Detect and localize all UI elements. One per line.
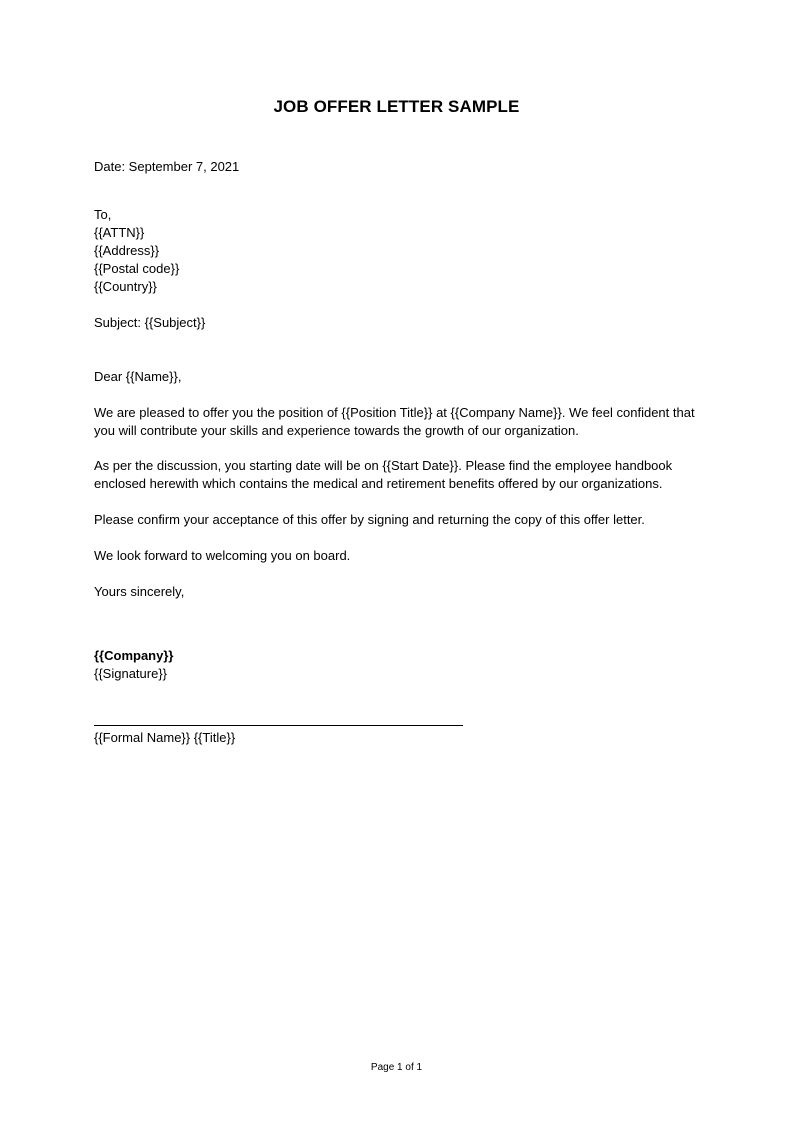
subject-line: Subject: {{Subject}} [94, 315, 206, 330]
recipient-attn: {{ATTN}} [94, 225, 145, 240]
page-footer: Page 1 of 1 [370, 1062, 423, 1073]
greeting: Dear {{Name}}, [94, 369, 182, 384]
recipient-country: {{Country}} [94, 279, 157, 294]
recipient-postal-code: {{Postal code}} [94, 261, 180, 276]
closing: Yours sincerely, [94, 584, 185, 599]
body-paragraph-1: We are pleased to offer you the position of {{Position Title}} at {{Company Name}}. We feel confident that you will contribute your skills and experience towards the growth of our organization. [94, 405, 695, 438]
recipient-address: {{Address}} [94, 243, 160, 258]
date-line: Date: September 7, 2021 [94, 159, 240, 174]
signatory-name-title: {{Formal Name}} {{Title}} [94, 730, 236, 745]
signature-line [94, 725, 463, 726]
body-paragraph-4: We look forward to welcoming you on board. [94, 548, 351, 563]
signature-company: {{Company}} [94, 648, 174, 663]
signature-placeholder: {{Signature}} [94, 666, 168, 681]
recipient-to: To, [94, 207, 112, 222]
body-paragraph-2: As per the discussion, you starting date will be on {{Start Date}}. Please find the employee handbook enclosed herewith which contains the medical and retirement benefits offered by our organizations. [94, 458, 673, 491]
document-title: JOB OFFER LETTER SAMPLE [273, 97, 520, 116]
body-paragraph-3: Please confirm your acceptance of this offer by signing and returning the copy of this offer letter. [94, 512, 645, 527]
